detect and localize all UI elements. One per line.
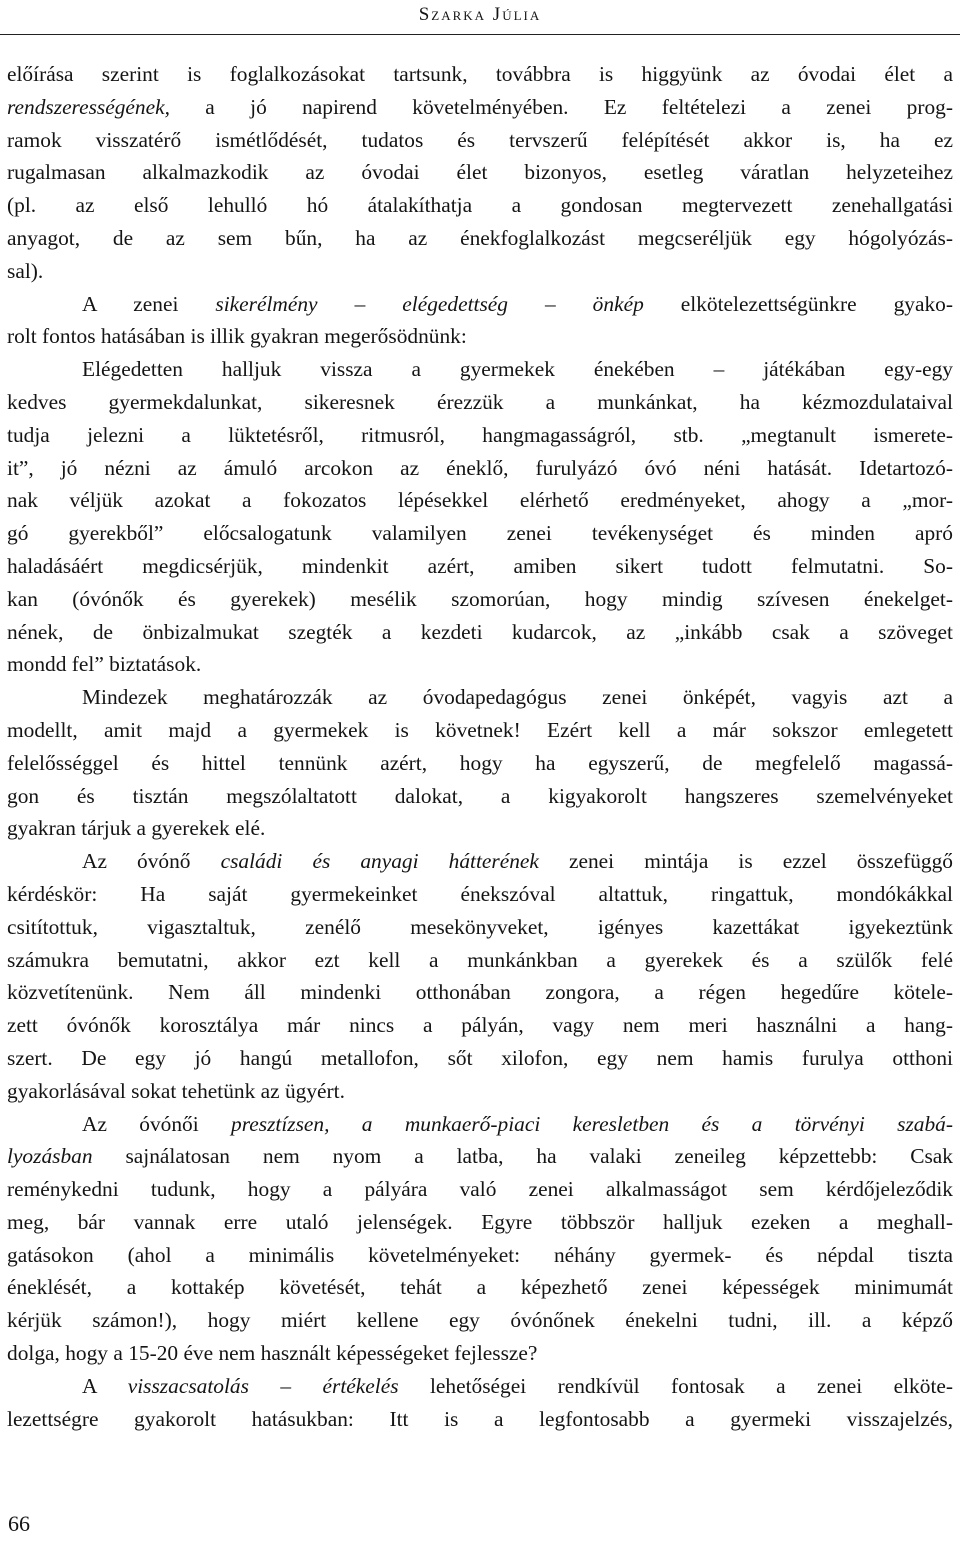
text-run: zett óvónők korosztálya már nincs a pályán, vagy nem meri használni a hang- <box>7 1013 953 1038</box>
text-line <box>7 1370 953 1403</box>
text-line <box>7 222 953 255</box>
text-run: kérdéskör: Ha saját gyermekeinket énekszóval altattuk, ringattuk, mondókákkal <box>7 881 953 906</box>
text-line <box>7 189 953 222</box>
text-run: számukra bemutatni, akkor ezt kell a munkánkban a gyerekek és a szülők felé <box>7 947 953 972</box>
italic-text: presztízsen, a munkaerő-piaci keresletben és a törvényi szabá- <box>231 1111 953 1136</box>
text-line <box>7 812 953 845</box>
text-run: szert. De egy jó hangú metallofon, sőt xilofon, egy nem hamis furulya otthoni <box>7 1045 953 1070</box>
text-run: it”, jó nézni az ámuló arcokon az éneklő, furulyázó óvó néni hatását. Idetartozó- <box>7 455 953 480</box>
text-run: rolt fontos hatásában is illik gyakran megerősödnünk: <box>7 324 467 349</box>
text-line <box>7 255 953 288</box>
text-line <box>7 616 953 649</box>
italic-text: visszacsatolás – értékelés <box>127 1373 399 1398</box>
body-text <box>7 58 953 1435</box>
text-run: kan (óvónők és gyerekek) mesélik szomorúan, hogy mindig szívesen énekelget- <box>7 586 953 611</box>
text-run: ramok visszatérő ismétlődését, tudatos és tervszerű felépítését akkor is, ha ez <box>7 127 953 152</box>
text-line <box>7 648 953 681</box>
text-run: mondd fel” biztatások. <box>7 652 202 677</box>
text-line <box>7 124 953 157</box>
text-line <box>7 911 953 944</box>
text-line <box>7 747 953 780</box>
text-line <box>7 1206 953 1239</box>
text-line <box>7 452 953 485</box>
text-run: nak véljük azokat a fokozatos lépésekkel elérhető eredményeket, ahogy a „mor- <box>7 488 953 513</box>
text-line <box>7 1075 953 1108</box>
text-line <box>7 714 953 747</box>
text-line <box>7 1108 953 1141</box>
text-run: gyakorlásával sokat tehetünk az ügyért. <box>7 1078 345 1103</box>
text-run: tudja jelezni a lüktetésről, ritmusról, hangmagasságról, stb. „megtanult ismerete- <box>7 422 953 447</box>
italic-text: családi és anyagi hátterének <box>220 849 539 874</box>
italic-text: sikerélmény – elégedettség – önkép <box>215 291 644 316</box>
text-run: kérjük számon!), hogy miért kellene egy óvónőnek énekelni tudni, ill. a képző <box>7 1308 953 1333</box>
text-run: A <box>82 1373 128 1398</box>
text-run: anyagot, de az sem bűn, ha az énekfoglalkozást megcseréljük egy hógolyózás- <box>7 225 953 250</box>
text-run: felelősséggel és hittel tennünk azért, hogy ha egyszerű, de megfelelő magassá- <box>7 750 953 775</box>
text-line <box>7 91 953 124</box>
text-run: modellt, amit majd a gyermekek is követnek! Ezért kell a már sokszor emlegetett <box>7 717 953 742</box>
text-line <box>7 156 953 189</box>
text-line <box>7 944 953 977</box>
text-line <box>7 386 953 419</box>
text-line <box>7 1009 953 1042</box>
text-line <box>7 353 953 386</box>
text-line <box>7 1337 953 1370</box>
text-run: Mindezek meghatározzák az óvodapedagógus zenei önképét, vagyis azt a <box>82 685 953 710</box>
text-run: meg, bár vannak erre utaló jelenségek. Egyre többször halljuk ezeken a meghall- <box>7 1209 953 1234</box>
text-run: gó gyerekből” előcsalogatunk valamilyen zenei tevékenységet és minden apró <box>7 521 953 546</box>
text-run: lehetőségei rendkívül fontosak a zenei elköte- <box>398 1373 953 1398</box>
text-run: (pl. az első lehulló hó átalakíthatja a gondosan megtervezett zenehallgatási <box>7 193 953 218</box>
text-run: Az óvónői <box>82 1111 232 1136</box>
text-run: sajnálatosan nem nyom a latba, ha valaki zeneileg képzettebb: Csak <box>92 1144 953 1169</box>
text-line <box>7 517 953 550</box>
text-line <box>7 1042 953 1075</box>
text-run: előírása szerint is foglalkozásokat tartsunk, továbbra is higgyünk az óvodai élet a <box>7 62 953 86</box>
text-run: nének, de önbizalmukat szegték a kezdeti kudarcok, az „inkább csak a szöveget <box>7 619 953 644</box>
page-number: 66 <box>8 1511 30 1536</box>
text-run: éneklését, a kottakép követését, tehát a képezhető zenei képességek minimumát <box>7 1275 953 1300</box>
text-run: zenei mintája is ezzel összefüggő <box>538 849 953 874</box>
text-line <box>7 878 953 911</box>
text-run: elkötelezettségünkre gyako- <box>643 291 953 316</box>
text-run: közvetítenünk. Nem áll mindenki otthonában zongora, a régen hegedűre kötele- <box>7 980 953 1005</box>
text-line <box>7 320 953 353</box>
text-line <box>7 58 953 91</box>
text-run: Az óvónő <box>82 849 221 874</box>
text-run: gatásokon (ahol a minimális követelményeket: néhány gyermek- és népdal tiszta <box>7 1242 953 1267</box>
text-run: rugalmasan alkalmazkodik az óvodai élet bizonyos, esetleg váratlan helyzeteihez <box>7 160 953 185</box>
text-line <box>7 583 953 616</box>
italic-text: lyozásban <box>7 1144 93 1169</box>
text-line <box>7 1271 953 1304</box>
text-run: A zenei <box>82 291 216 316</box>
text-line <box>7 1403 953 1436</box>
text-run: gon és tisztán megszólaltatott dalokat, a kigyakorolt hangszeres szemelvényeket <box>7 783 953 808</box>
header-rule <box>0 34 960 35</box>
running-header: Szarka Júlia <box>418 4 542 25</box>
text-run: Elégedetten halljuk vissza a gyermekek énekében – játékában egy-egy <box>82 357 953 382</box>
text-run: a jó napirend követelményében. Ez feltételezi a zenei prog- <box>169 94 953 119</box>
text-line <box>7 845 953 878</box>
text-line <box>7 288 953 321</box>
text-run: reménykedni tudunk, hogy a pályára való zenei alkalmasságot sem kérdőjeleződik <box>7 1177 953 1202</box>
text-line <box>7 1140 953 1173</box>
text-line <box>7 1304 953 1337</box>
text-line <box>7 681 953 714</box>
text-run: gyakran tárjuk a gyerekek elé. <box>7 816 266 841</box>
text-line <box>7 1173 953 1206</box>
text-line <box>7 419 953 452</box>
text-line <box>7 976 953 1009</box>
text-run: haladásáért megdicsérjük, mindenkit azért, amiben sikert tudott felmutatni. So- <box>7 553 953 578</box>
text-line <box>7 1239 953 1272</box>
text-run: kedves gyermekdalunkat, sikeresnek érezzük a munkánkat, ha kézmozdulataival <box>7 389 953 414</box>
text-run: csitítottuk, vigasztaltuk, zenélő mesekönyveket, igényes kazettákat igyekeztünk <box>7 914 953 939</box>
text-run: sal). <box>7 258 44 283</box>
text-line <box>7 550 953 583</box>
text-run: lezettségre gyakorolt hatásukban: Itt is a legfontosabb a gyermeki visszajelzés, <box>7 1406 953 1431</box>
text-run: dolga, hogy a 15-20 éve nem használt képességeket fejlessze? <box>7 1341 538 1366</box>
text-line <box>7 484 953 517</box>
text-line <box>7 780 953 813</box>
italic-text: rendszerességének, <box>7 94 170 119</box>
